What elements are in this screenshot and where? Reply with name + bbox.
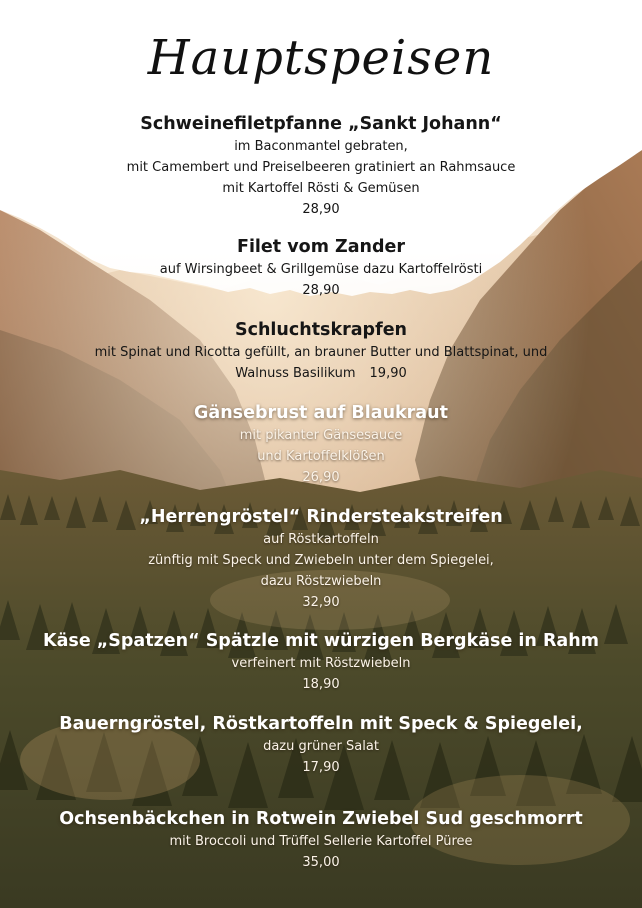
dish-price: 19,90 <box>369 366 407 381</box>
dish-description-line: mit Broccoli und Trüffel Sellerie Kartoffel Püree <box>169 834 473 849</box>
dish-name: Ochsenbäckchen in Rotwein Zwiebel Sud geschmorrt <box>59 809 583 829</box>
dish-description-line: mit pikanter Gänsesauce <box>239 428 403 443</box>
dish-price: 26,90 <box>302 470 340 485</box>
dish-description-line: dazu Röstzwiebeln <box>260 574 382 589</box>
dish-description-line: zünftig mit Speck und Zwiebeln unter dem Spiegelei, <box>148 553 494 568</box>
dish-7 <box>0 713 642 778</box>
dish-name: Gänsebrust auf Blaukraut <box>194 403 448 423</box>
dish-description-line: mit Spinat und Ricotta gefüllt, an brauner Butter und Blattspinat, und <box>94 345 548 360</box>
menu-title: Hauptspeisen <box>147 30 495 86</box>
dish-description-line: im Baconmantel gebraten, <box>234 139 408 154</box>
dish-8 <box>0 808 642 873</box>
dish-6 <box>0 630 642 695</box>
dish-price: 17,90 <box>302 760 340 775</box>
dish-2 <box>0 236 642 301</box>
dish-description-text: Walnuss Basilikum <box>235 366 356 381</box>
dish-description-line: verfeinert mit Röstzwiebeln <box>231 656 411 671</box>
dish-price: 28,90 <box>302 202 340 217</box>
dish-name: Bauerngröstel, Röstkartoffeln mit Speck & Spiegelei, <box>59 714 583 734</box>
dish-1 <box>0 113 642 220</box>
dish-3 <box>0 319 642 384</box>
dish-name: Käse „Spatzen“ Spätzle mit würzigen Bergkäse in Rahm <box>43 631 599 651</box>
dish-name: Schweinefiletpfanne „Sankt Johann“ <box>140 114 502 134</box>
dish-price: 32,90 <box>302 595 340 610</box>
dish-name: Schluchtskrapfen <box>234 320 408 340</box>
dish-description-line: auf Röstkartoffeln <box>263 532 379 547</box>
dish-name: Filet vom Zander <box>236 237 406 257</box>
dish-price: 18,90 <box>302 677 340 692</box>
dish-5 <box>0 506 642 613</box>
dish-name: „Herrengröstel“ Rindersteakstreifen <box>139 507 503 527</box>
dish-price: 35,00 <box>302 855 340 870</box>
dish-description-line: mit Kartoffel Rösti & Gemüsen <box>222 181 420 196</box>
dish-price: 28,90 <box>302 283 340 298</box>
dish-4 <box>0 402 642 488</box>
dish-description-line: und Kartoffelklößen <box>257 449 385 464</box>
dish-description-line: dazu grüner Salat <box>263 739 379 754</box>
dish-description-line: mit Camembert und Preiselbeeren gratiniert an Rahmsauce <box>126 160 516 175</box>
dish-description-line: auf Wirsingbeet & Grillgemüse dazu Kartoffelrösti <box>159 262 483 277</box>
dish-description-line <box>0 363 642 384</box>
